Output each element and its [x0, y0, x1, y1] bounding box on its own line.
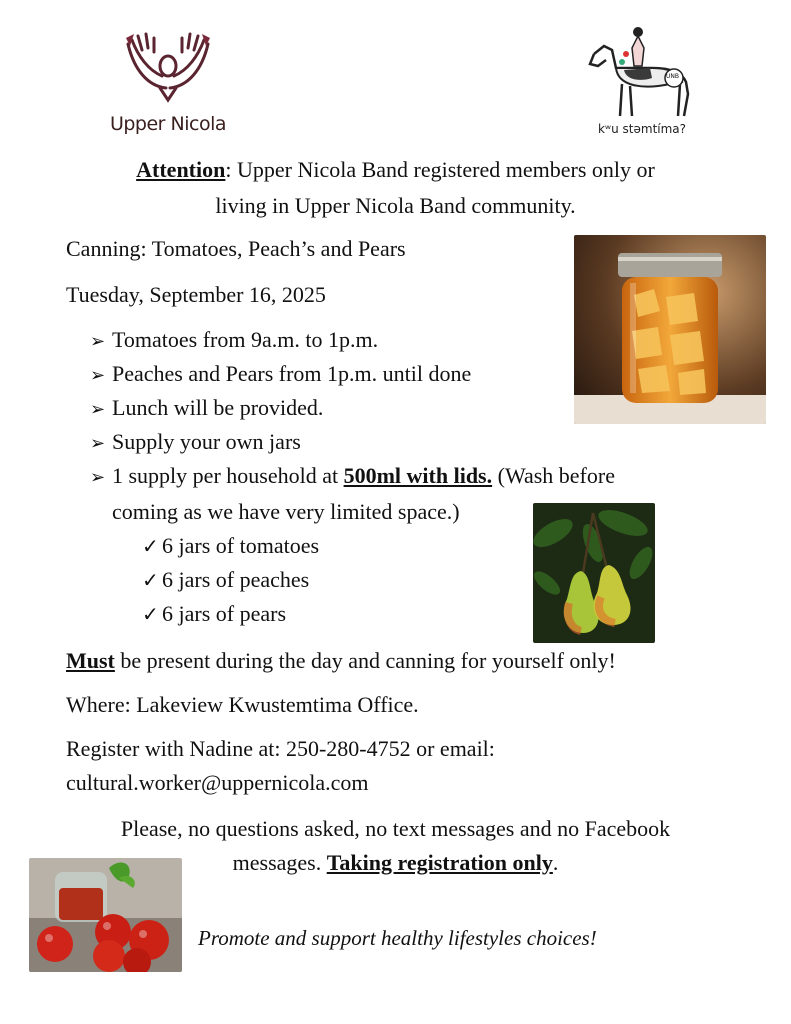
event-title: Canning: Tomatoes, Peach’s and Pears: [66, 236, 406, 261]
registration-only: Taking registration only: [326, 850, 553, 875]
arrow-bullet-icon: ➢: [90, 331, 106, 351]
attention-line-2: living in Upper Nicola Band community.: [215, 193, 576, 218]
attention-text: : Upper Nicola Band registered members only or: [225, 157, 655, 182]
attention-label: Attention: [136, 157, 226, 182]
notice-line-2: messages. Taking registration only.: [232, 850, 559, 875]
register-email: cultural.worker@uppernicola.com: [66, 770, 369, 795]
upper-nicola-logo: [108, 26, 228, 136]
list-item-supply: ➢ 1 supply per household at 500ml with lids. (Wash before: [90, 463, 615, 488]
tomatoes-photo: [29, 858, 182, 972]
arrow-bullet-icon: ➢: [90, 365, 106, 385]
supply-line-2: coming as we have very limited space.): [112, 499, 460, 524]
checkmark-icon: ✓: [142, 536, 159, 558]
pears-image: [533, 503, 655, 643]
supply-size: 500ml with lids.: [343, 463, 493, 488]
attention-line-1: [0, 157, 791, 183]
list-item: ➢ Supply your own jars: [90, 429, 301, 454]
list-item: ➢ Peaches and Pears from 1p.m. until done: [90, 361, 472, 386]
list-item: ➢ Lunch will be provided.: [90, 395, 324, 420]
horse-rider-icon: [582, 24, 702, 120]
logo-caption: Upper Nicola: [109, 113, 227, 135]
unb-badge: UNB: [666, 73, 679, 80]
check-item: ✓ 6 jars of peaches: [142, 567, 310, 592]
notice-line-1: Please, no questions asked, no text messages and no Facebook: [120, 816, 671, 841]
list-item: ➢ Tomatoes from 9a.m. to 1p.m.: [90, 327, 379, 352]
where-line: Where: Lakeview Kwustemtima Office.: [66, 692, 419, 717]
must-line: Must be present during the day and canning for yourself only!: [66, 648, 616, 673]
arrow-bullet-icon: ➢: [90, 467, 106, 487]
peach-jar-photo: [574, 235, 766, 424]
checkmark-icon: ✓: [142, 604, 159, 626]
event-date: Tuesday, September 16, 2025: [66, 282, 326, 307]
check-item: ✓ 6 jars of tomatoes: [142, 533, 320, 558]
footer-slogan: Promote and support healthy lifestyles choices!: [198, 926, 597, 950]
check-item: ✓ 6 jars of pears: [142, 601, 287, 626]
arrow-bullet-icon: ➢: [90, 433, 106, 453]
checkmark-icon: ✓: [142, 570, 159, 592]
arrow-bullet-icon: ➢: [90, 399, 106, 419]
eagle-icon: [108, 26, 228, 106]
must-label: Must: [66, 648, 115, 673]
jar-image: [574, 235, 766, 424]
logo-caption-right: kʷu stəmtíma?: [597, 122, 687, 136]
register-line-1: Register with Nadine at: 250-280-4752 or email:: [66, 736, 495, 761]
kwu-stemtima-logo: [582, 24, 702, 140]
tomatoes-image: [29, 858, 182, 972]
pears-photo: [533, 503, 655, 643]
